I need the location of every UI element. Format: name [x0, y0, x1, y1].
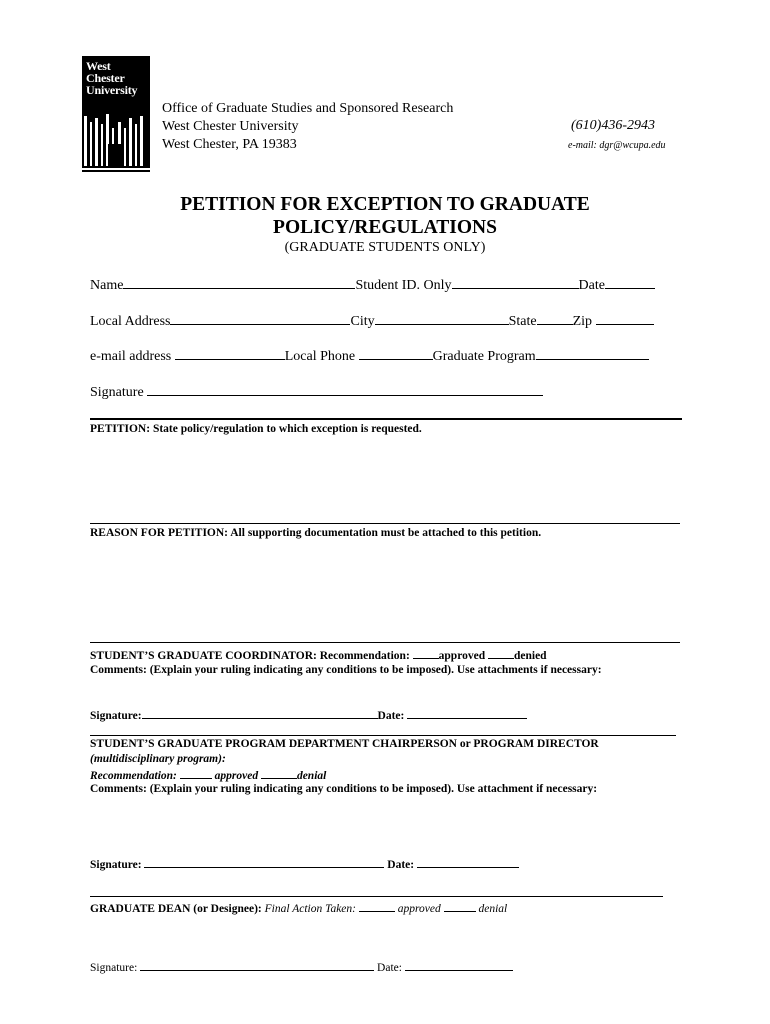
dean-approved-field[interactable]	[359, 901, 395, 912]
coordinator-heading: STUDENT’S GRADUATE COORDINATOR: Recommendation: approved denied	[90, 650, 547, 662]
local-phone-label: Local Phone	[284, 349, 356, 364]
coordinator-denied-label: denied	[513, 650, 547, 662]
coordinator-signature-field[interactable]	[142, 708, 378, 719]
name-row	[90, 277, 655, 294]
dean-denial-field[interactable]	[444, 901, 476, 912]
signature-field[interactable]	[147, 384, 543, 396]
office-name: Office of Graduate Studies and Sponsored Research	[162, 101, 454, 116]
address-row	[90, 313, 654, 330]
local-address-field[interactable]	[170, 313, 350, 325]
chair-signature-row	[90, 857, 519, 871]
divider	[90, 896, 663, 897]
university-logo	[82, 56, 150, 172]
dean-approved-label: approved	[394, 903, 444, 915]
signature-label: Signature	[90, 385, 144, 400]
dean-row	[90, 901, 507, 915]
chair-denial-field[interactable]	[261, 768, 297, 779]
contact-row	[90, 348, 649, 365]
title-line-2: POLICY/REGULATIONS	[273, 217, 497, 238]
building-icon	[82, 108, 150, 172]
chair-signature-field[interactable]	[144, 857, 384, 868]
title-subtitle: (GRADUATE STUDENTS ONLY)	[284, 240, 486, 255]
title-line-1: PETITION FOR EXCEPTION TO GRADUATE	[180, 194, 590, 215]
coordinator-comments: Comments: (Explain your ruling indicating any conditions to be imposed). Use attachments if necessary:	[90, 664, 602, 676]
petition-input[interactable]	[90, 440, 680, 518]
dean-signature-row	[90, 960, 513, 974]
dean-heading: GRADUATE DEAN (or Designee):	[90, 903, 265, 915]
graduate-program-label: Graduate Program	[432, 349, 536, 364]
local-address-label: Local Address	[90, 314, 171, 329]
logo-text: West Chester University	[86, 59, 138, 97]
coordinator-signature-label: Signature:	[90, 710, 142, 722]
divider	[90, 418, 682, 420]
dean-date-label: Date:	[374, 962, 405, 974]
coordinator-denied-field[interactable]	[488, 648, 514, 659]
student-id-field[interactable]	[452, 277, 579, 289]
graduate-program-field[interactable]	[536, 348, 649, 360]
dean-denial-label: denial	[475, 903, 508, 915]
divider	[90, 642, 680, 643]
dean-signature-field[interactable]	[140, 960, 374, 971]
email-address-label: e-mail address	[90, 349, 172, 364]
signature-row	[90, 384, 543, 401]
city-label: City	[350, 314, 375, 329]
coordinator-signature-row	[90, 708, 527, 722]
local-phone-field[interactable]	[359, 348, 433, 360]
chair-multidisciplinary: (multidisciplinary program):	[90, 753, 226, 765]
state-label: State	[508, 314, 537, 329]
chair-date-field[interactable]	[417, 857, 519, 868]
chair-recommendation-row: Recommendation: approved denial	[90, 770, 327, 782]
email-line	[568, 140, 666, 151]
university-address: West Chester, PA 19383	[162, 137, 297, 152]
zip-field[interactable]	[596, 313, 654, 325]
reason-label: REASON FOR PETITION: All supporting documentation must be attached to this petition.	[90, 527, 542, 539]
university-name: West Chester University	[162, 119, 299, 134]
chair-denial-label: denial	[296, 770, 327, 782]
dean-final-action: Final Action Taken:	[264, 903, 359, 915]
chair-approved-label: approved	[211, 770, 261, 782]
phone-number: (610)436-2943	[571, 118, 655, 133]
chair-heading: STUDENT’S GRADUATE PROGRAM DEPARTMENT CHAIRPERSON or PROGRAM DIRECTOR	[90, 738, 599, 750]
city-field[interactable]	[375, 313, 509, 325]
chair-comments: Comments: (Explain your ruling indicating any conditions to be imposed). Use attachment if necessary:	[90, 783, 598, 795]
date-field[interactable]	[605, 277, 655, 289]
dean-date-field[interactable]	[405, 960, 513, 971]
reason-input[interactable]	[90, 544, 680, 636]
dean-signature-label: Signature:	[90, 962, 141, 974]
coordinator-date-field[interactable]	[407, 708, 527, 719]
email-label: e-mail:	[568, 140, 597, 151]
petition-label: PETITION: State policy/regulation to which exception is requested.	[90, 423, 422, 435]
divider	[90, 735, 676, 736]
state-field[interactable]	[537, 313, 573, 325]
name-label: Name	[90, 278, 124, 293]
date-label: Date	[578, 278, 605, 293]
chair-approved-field[interactable]	[180, 768, 212, 779]
email-address-field[interactable]	[175, 348, 285, 360]
coordinator-approved-field[interactable]	[413, 648, 439, 659]
student-id-label: Student ID. Only	[355, 278, 452, 293]
chair-date-label: Date:	[384, 859, 417, 871]
chair-signature-label: Signature:	[90, 859, 145, 871]
divider	[90, 523, 680, 524]
zip-label: Zip	[572, 314, 593, 329]
coordinator-approved-label: approved	[438, 650, 488, 662]
coordinator-date-label: Date:	[377, 710, 408, 722]
name-field[interactable]	[123, 277, 355, 289]
email-address: dgr@wcupa.edu	[596, 140, 666, 151]
